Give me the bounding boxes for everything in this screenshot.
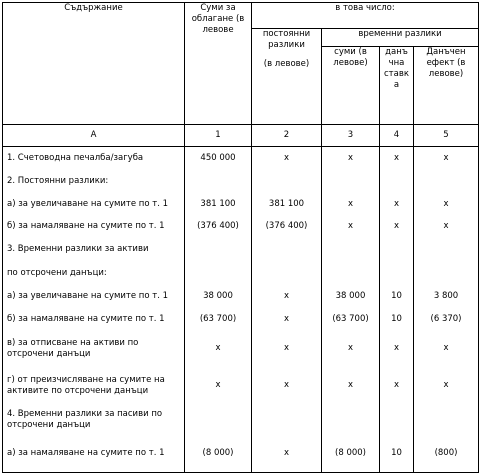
cell-c1: (376 400) [185,216,252,238]
cell-c3: (8 000) [322,435,380,473]
cell-c4 [380,238,414,262]
cell-c2: (376 400) [252,216,322,238]
cell-c1: 381 100 [185,193,252,216]
cell-c4 [380,171,414,193]
header-permanent-diff [252,29,322,125]
col-index-3: 3 [322,125,380,147]
row-label: в) за отписване на активи по отсрочени данъци [3,331,185,367]
cell-c2: x [252,147,322,171]
cell-c5: x [414,216,479,238]
cell-c4: x [380,193,414,216]
cell-c1 [185,262,252,285]
cell-c4: x [380,216,414,238]
cell-c4 [380,262,414,285]
cell-c4 [380,405,414,435]
cell-c5 [414,405,479,435]
row-label: 2. Постоянни разлики: [3,171,185,193]
cell-c1: 450 000 [185,147,252,171]
header-amounts-taxation: Суми за облагане (в левове [185,3,252,125]
table-row [3,405,479,435]
table-row [3,193,479,216]
row-label: г) от преизчисляване на сумите на активите по отсрочени данъци [3,367,185,405]
cell-c4: 10 [380,285,414,309]
cell-c4: x [380,331,414,367]
cell-c2 [252,405,322,435]
cell-c3: x [322,147,380,171]
row-label: 4. Временни разлики за пасиви по отсрочени данъци [3,405,185,435]
cell-c1: (63 700) [185,309,252,331]
header-permanent-diff-label: постоянни разлики [262,29,311,50]
table-row [3,262,479,285]
cell-c2: x [252,309,322,331]
cell-c2: x [252,367,322,405]
cell-c5: (6 370) [414,309,479,331]
table-row [3,171,479,193]
table-row [3,331,479,367]
cell-c1 [185,238,252,262]
header-permanent-diff-unit: (в левове) [263,59,310,69]
cell-c1: x [185,367,252,405]
table-row [3,147,479,171]
cell-c4: 10 [380,309,414,331]
cell-c5 [414,238,479,262]
table-row [3,216,479,238]
cell-c4: 10 [380,435,414,473]
cell-c3: x [322,216,380,238]
cell-c3: x [322,331,380,367]
col-index-5: 5 [414,125,479,147]
cell-c5 [414,262,479,285]
header-tax-rate: данъ чна ставк а [380,47,414,125]
header-of-which: в това число: [252,3,479,29]
row-label: а) за увеличаване на сумите по т. 1 [3,193,185,216]
cell-c5: x [414,193,479,216]
cell-c4: x [380,367,414,405]
cell-c2 [252,238,322,262]
cell-c5: x [414,331,479,367]
row-label: б) за намаляване на сумите по т. 1 [3,309,185,331]
header-temp-amounts: суми (в левове) [322,47,380,125]
cell-c2 [252,262,322,285]
cell-c1 [185,405,252,435]
cell-c3 [322,171,380,193]
cell-c5: 3 800 [414,285,479,309]
cell-c1 [185,171,252,193]
table-row [3,238,479,262]
cell-c5: (800) [414,435,479,473]
header-content: Съдържание [3,3,185,125]
cell-c4: x [380,147,414,171]
table-row [3,309,479,331]
header-tax-effect: Данъчен ефект (в левове) [414,47,479,125]
col-index-2: 2 [252,125,322,147]
header-temporary-diff: временни разлики [322,29,479,47]
cell-c3 [322,238,380,262]
row-label: по отсрочени данъци: [3,262,185,285]
cell-c3: 38 000 [322,285,380,309]
cell-c1: x [185,331,252,367]
table-row [3,367,479,405]
cell-c3: x [322,367,380,405]
cell-c2: x [252,285,322,309]
cell-c2: x [252,331,322,367]
col-index-4: 4 [380,125,414,147]
row-label: 3. Временни разлики за активи [3,238,185,262]
col-index-1: 1 [185,125,252,147]
cell-c3 [322,405,380,435]
cell-c5: x [414,367,479,405]
tax-differences-table [2,2,479,473]
cell-c3: x [322,193,380,216]
row-label: б) за намаляване на сумите по т. 1 [3,216,185,238]
cell-c5 [414,171,479,193]
cell-c2: 381 100 [252,193,322,216]
cell-c3 [322,262,380,285]
cell-c1: 38 000 [185,285,252,309]
row-label: а) за намаляване на сумите по т. 1 [3,435,185,473]
cell-c1: (8 000) [185,435,252,473]
row-label: а) за увеличаване на сумите по т. 1 [3,285,185,309]
row-label: 1. Счетоводна печалба/загуба [3,147,185,171]
cell-c3: (63 700) [322,309,380,331]
table-row [3,285,479,309]
col-index-a: A [3,125,185,147]
cell-c2 [252,171,322,193]
cell-c5: x [414,147,479,171]
cell-c2: x [252,435,322,473]
